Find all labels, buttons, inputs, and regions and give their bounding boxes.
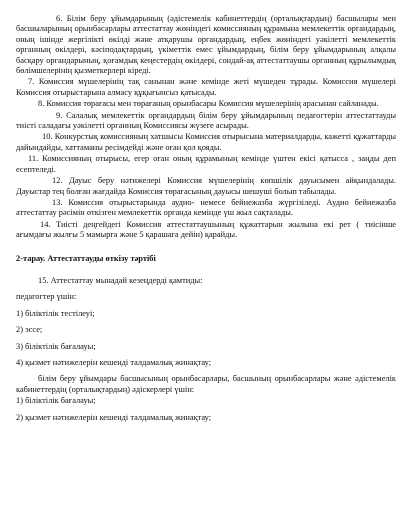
heads-item-2: 2) қызмет нәтижелерін кешенді талдамалық жинақтау; [16,412,212,422]
teacher-item-3: 3) біліктілік бағалауы; [16,341,96,351]
paragraph-12: 12. Дауыс беру нәтижелері Комиссия мүшелерінің көпшілік дауысымен айқындалады. Дауыстар тең болған жағдайда Комиссия төрағасының дауысы шешуші болып табылады. [16,176,396,196]
paragraph-7: 7. Комиссия мүшелерінің тақ санынан және кемінде жеті мүшеден тұрады. Комиссия мүшелері Комиссия отырыстарына алмасу құқығынсыз қатысады. [16,77,396,97]
paragraph-13: 13. Комиссия отырыстарында аудио- немесе бейнежазба жүргізіледі. Аудио бейнежазба аттестаттау рәсімін өткізген мемлекеттік органда кемінде үш жыл сақталады. [16,197,396,218]
paragraph-8: 8. Комиссия төрағасы мен төрағаның орынбасары Комиссия мүшелерінің арасынан сайланады. [38,99,379,109]
paragraph-10: 10. Конкурстық комиссияның хатшысы Комиссия отырысына материалдарды, кажетті құжаттарды дайындайды, хаттаманы ресімдейді және оған қол қояды. [16,132,396,152]
teacher-item-4: 4) қызмет нәтижелерін кешенді талдамалық жинақтау; [16,357,212,367]
teacher-item-1: 1) біліктілік тестілеуі; [16,308,95,318]
paragraph-11: 11. Комиссияның отырысы, егер оған оның құрамының кемінде үштен екісі қатысса , заңды деп есептеледі. [16,154,396,174]
chapter-heading: 2-тарау. Аттестаттауды өткізу тәртібі [16,253,156,263]
paragraph-6: 6. Білім беру ұйымдарының (әдістемелік кабинеттердің (орталықтардың) басшылары мен басшыларының орынбасарлары аттестаттау жөніндегі комиссияның құрамына мемлекеттік органдардың, оның ішінде жергілікті өкілді және атқарушы органдардың, еңбек жөніндегі уәкілетті мемлекеттік органның өкілдері, кәсіподақтардың, үкіметтік емес ұйымдардың, білім беру ұйымдарының алқалы басқару органдарының, қоғамдық кеңестердің өкілдері, сондай-ақ аттестаттаушы органның құрылымдық бөлімшелерінің қызметкерлері кіреді. [16,14,396,76]
paragraph-9: 9. Салалық мемлекеттік органдардың білім беру ұйымдарының педагогтерін аттестаттауды тиісті саладағы уәкілетті органның Комиссиясы жүзеге асырады. [16,110,396,131]
section-15-intro: 15. Аттестаттау мынадай кезеңдерді қамтиды: [38,275,203,285]
paragraph-14: 14. Тиісті деңгейдегі Комиссия аттестаттаушының құжаттарын жылына екі рет ( тиісінше ағымдағы жылғы 5 мамырға және 5 қарашаға дейін) қарайды. [16,219,396,240]
teachers-label: педагогтер үшін: [16,292,77,302]
teacher-item-2: 2) эссе; [16,325,43,335]
heads-item-1: 1) біліктілік бағалауы; [16,396,96,406]
heads-intro: білім беру ұйымдары басшысының орынбасарлары, басшының орынбасарлары және әдістемелік кабинеттердің (орталықтардың) әдіскерлері үшін: [16,374,396,394]
